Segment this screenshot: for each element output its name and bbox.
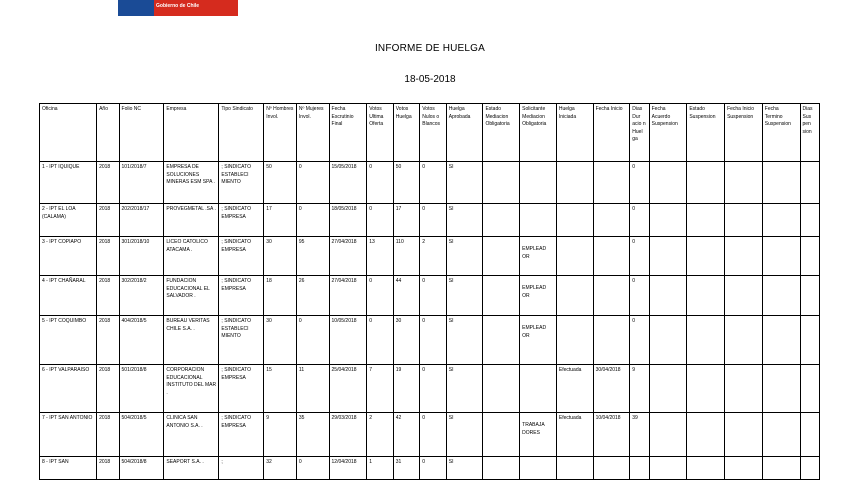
table-cell: 2018 <box>97 237 119 276</box>
table-cell: 17 <box>393 204 420 237</box>
table-cell: 18 <box>264 276 297 316</box>
table-cell: EMPLEAD OR <box>520 237 557 276</box>
table-cell: 7 - IPT SAN ANTONIO <box>40 413 97 457</box>
col-header: Dias Sus pen sion <box>800 104 820 162</box>
table-cell: 32 <box>264 457 297 480</box>
table-cell: 30 <box>264 316 297 365</box>
table-cell: 8 - IPT SAN <box>40 457 97 480</box>
table-cell: ; SINDICATO EMPRESA <box>219 276 264 316</box>
table-cell <box>725 316 763 365</box>
col-header: Estado Mediacion Obligatoria <box>483 104 520 162</box>
table-cell <box>725 204 763 237</box>
table-cell: 1 <box>367 457 394 480</box>
table-cell: SI <box>446 316 483 365</box>
table-cell <box>630 457 649 480</box>
table-cell: ; <box>219 457 264 480</box>
table-cell <box>762 237 800 276</box>
table-cell: SI <box>446 365 483 413</box>
table-cell <box>483 276 520 316</box>
table-cell: 0 <box>630 162 649 204</box>
table-cell: 0 <box>367 316 394 365</box>
table-cell: ; SINDICATO EMPRESA <box>219 413 264 457</box>
table-cell: 6 - IPT VALPARAISO <box>40 365 97 413</box>
table-cell <box>800 276 820 316</box>
table-row <box>40 365 820 413</box>
table-cell: 30 <box>393 316 420 365</box>
strike-report-table <box>39 103 820 480</box>
table-cell <box>687 237 725 276</box>
table-cell <box>483 457 520 480</box>
table-cell: 42 <box>393 413 420 457</box>
table-cell: CORPORACION EDUCACIONAL INSTITUTO DEL MAR . <box>164 365 219 413</box>
table-cell <box>800 237 820 276</box>
table-cell: 4 - IPT CHAÑARAL <box>40 276 97 316</box>
col-header: Oficina <box>40 104 97 162</box>
table-cell: ; SINDICATO ESTABLECI MIENTO <box>219 162 264 204</box>
table-cell: 0 <box>630 316 649 365</box>
table-cell <box>483 162 520 204</box>
table-cell <box>556 276 593 316</box>
table-cell <box>800 365 820 413</box>
table-cell: 0 <box>367 204 394 237</box>
table-cell: SI <box>446 237 483 276</box>
table-cell <box>762 457 800 480</box>
table-cell: 2018 <box>97 276 119 316</box>
table-cell: ; SINDICATO EMPRESA <box>219 237 264 276</box>
government-logo <box>118 0 238 16</box>
report-title: INFORME DE HUELGA <box>374 43 486 54</box>
table-cell: 26 <box>296 276 329 316</box>
table-cell: 39 <box>630 413 649 457</box>
table-cell <box>649 204 687 237</box>
table-cell <box>687 365 725 413</box>
table-cell: 0 <box>367 276 394 316</box>
table-cell <box>520 457 557 480</box>
table-cell <box>483 204 520 237</box>
table-cell <box>556 316 593 365</box>
table-cell: EMPRESA DE SOLUCIONES MINERAS ESM SPA . <box>164 162 219 204</box>
table-cell: 504/2018/5 <box>119 413 164 457</box>
table-cell: 0 <box>630 237 649 276</box>
table-cell <box>762 316 800 365</box>
table-header-row <box>40 104 820 162</box>
table-cell: 0 <box>420 457 447 480</box>
table-cell <box>725 457 763 480</box>
table-cell <box>593 276 630 316</box>
col-header: Tipo Sindicato <box>219 104 264 162</box>
table-cell: CLINICA SAN ANTONIO S.A. . <box>164 413 219 457</box>
table-cell <box>687 276 725 316</box>
table-row <box>40 237 820 276</box>
table-cell: 302/2018/2 <box>119 276 164 316</box>
table-cell <box>520 365 557 413</box>
table-cell <box>649 457 687 480</box>
table-cell: 25/04/2018 <box>329 365 367 413</box>
table-cell: 7 <box>367 365 394 413</box>
col-header: Fecha Acuerdo Suspension <box>649 104 687 162</box>
table-cell: 2018 <box>97 413 119 457</box>
table-cell: SI <box>446 457 483 480</box>
table-cell <box>762 204 800 237</box>
table-cell: 19 <box>393 365 420 413</box>
table-cell <box>800 204 820 237</box>
table-cell: EMPLEAD OR <box>520 276 557 316</box>
col-header: Dias Dur acio n Huel ga <box>630 104 649 162</box>
table-cell: 95 <box>296 237 329 276</box>
table-cell <box>725 365 763 413</box>
table-cell: 44 <box>393 276 420 316</box>
table-cell <box>800 162 820 204</box>
table-cell <box>687 316 725 365</box>
table-cell: BUREAU VERITAS CHILE S.A. . <box>164 316 219 365</box>
table-cell <box>593 457 630 480</box>
table-cell <box>556 204 593 237</box>
col-header: Votos Huelga <box>393 104 420 162</box>
table-cell: SI <box>446 204 483 237</box>
table-cell <box>483 237 520 276</box>
table-cell: PROVEGMETAL .SA . <box>164 204 219 237</box>
table-cell: 2018 <box>97 457 119 480</box>
table-cell <box>649 316 687 365</box>
table-cell: 2018 <box>97 365 119 413</box>
table-cell: 9 <box>630 365 649 413</box>
col-header: Huelga Iniciada <box>556 104 593 162</box>
table-cell: 0 <box>420 276 447 316</box>
table-cell <box>649 162 687 204</box>
table-cell: 101/2018/7 <box>119 162 164 204</box>
table-cell: 11 <box>296 365 329 413</box>
table-cell: 110 <box>393 237 420 276</box>
col-header: Huelga Aprobada <box>446 104 483 162</box>
table-cell: 30/04/2018 <box>593 365 630 413</box>
col-header: Nº Hombres Invol. <box>264 104 297 162</box>
table-row <box>40 162 820 204</box>
table-cell: 2 <box>420 237 447 276</box>
table-cell: 15/05/2018 <box>329 162 367 204</box>
table-cell: 13 <box>367 237 394 276</box>
table-cell: ; SINDICATO EMPRESA <box>219 204 264 237</box>
col-header: Fecha Inicio <box>593 104 630 162</box>
table-cell: TRABAJA DORES <box>520 413 557 457</box>
table-cell: 5 - IPT COQUIMBO <box>40 316 97 365</box>
table-cell <box>483 365 520 413</box>
col-header: Votos Nulos o Blancos <box>420 104 447 162</box>
table-cell: LICEO CATOLICO ATACAMA . <box>164 237 219 276</box>
logo-blue-block <box>118 0 154 16</box>
table-cell <box>649 365 687 413</box>
table-cell: 2018 <box>97 316 119 365</box>
table-cell <box>649 276 687 316</box>
table-cell: 202/2018/17 <box>119 204 164 237</box>
table-cell: EMPLEAD OR <box>520 316 557 365</box>
col-header: Fecha Inicio Suspension <box>725 104 763 162</box>
report-date: 18-05-2018 <box>404 74 456 85</box>
table-cell: 0 <box>296 316 329 365</box>
table-cell: 0 <box>420 365 447 413</box>
table-cell <box>520 204 557 237</box>
table-cell: 15 <box>264 365 297 413</box>
table-cell: 27/04/2018 <box>329 237 367 276</box>
table-cell: 0 <box>420 204 447 237</box>
col-header: Nº Mujeres Invol. <box>296 104 329 162</box>
table-cell <box>800 316 820 365</box>
table-cell: 504/2018/8 <box>119 457 164 480</box>
table-cell: SEAPORT S.A. . <box>164 457 219 480</box>
table-cell: 0 <box>296 204 329 237</box>
table-cell: 0 <box>420 162 447 204</box>
table-cell: 0 <box>630 204 649 237</box>
table-cell: 0 <box>367 162 394 204</box>
table-cell: 30 <box>264 237 297 276</box>
table-cell: 301/2018/10 <box>119 237 164 276</box>
table-cell <box>556 237 593 276</box>
table-row <box>40 276 820 316</box>
table-cell: 3 - IPT COPIAPO <box>40 237 97 276</box>
table-cell: 29/03/2018 <box>329 413 367 457</box>
table-cell: 17 <box>264 204 297 237</box>
table-body <box>40 162 820 480</box>
col-header: Solicitante Mediacion Obligatoria <box>520 104 557 162</box>
table-cell: 50 <box>264 162 297 204</box>
table-cell <box>725 237 763 276</box>
table-cell: 2018 <box>97 204 119 237</box>
table-cell: 2 <box>367 413 394 457</box>
logo-text: Gobierno de Chile <box>156 3 200 9</box>
table-cell: 50 <box>393 162 420 204</box>
table-cell: 12/04/2018 <box>329 457 367 480</box>
col-header: Votos Ultima Oferta <box>367 104 394 162</box>
table-cell: SI <box>446 276 483 316</box>
table-cell <box>649 237 687 276</box>
table-cell: ; SINDICATO EMPRESA <box>219 365 264 413</box>
table-cell: 31 <box>393 457 420 480</box>
table-cell <box>593 237 630 276</box>
table-cell <box>762 162 800 204</box>
table-cell: 10/05/2018 <box>329 316 367 365</box>
table-cell <box>593 204 630 237</box>
table-cell: 0 <box>296 457 329 480</box>
table-cell: 0 <box>296 162 329 204</box>
table-cell <box>593 316 630 365</box>
table-cell <box>762 276 800 316</box>
table-cell <box>725 162 763 204</box>
table-cell: 0 <box>420 413 447 457</box>
table-cell <box>762 365 800 413</box>
table-cell: SI <box>446 413 483 457</box>
table-cell <box>687 204 725 237</box>
table-row <box>40 457 820 480</box>
col-header: Folio NC <box>119 104 164 162</box>
table-row <box>40 204 820 237</box>
table-cell: Efectuada <box>556 413 593 457</box>
table-cell <box>556 162 593 204</box>
table-cell: 0 <box>420 316 447 365</box>
col-header: Empresa <box>164 104 219 162</box>
table-cell: FUNDACION EDUCACIONAL EL SALVADOR . <box>164 276 219 316</box>
table-cell: Efectuada <box>556 365 593 413</box>
col-header: Estado Suspension <box>687 104 725 162</box>
table-cell: 2 - IPT EL LOA (CALAMA) <box>40 204 97 237</box>
table-cell: 0 <box>630 276 649 316</box>
table-cell: 501/2018/8 <box>119 365 164 413</box>
table-cell: 2018 <box>97 162 119 204</box>
col-header: Año <box>97 104 119 162</box>
table-cell: 404/2018/5 <box>119 316 164 365</box>
table-row <box>40 316 820 365</box>
table-cell <box>687 457 725 480</box>
table-cell: ; SINDICATO ESTABLECI MIENTO <box>219 316 264 365</box>
col-header: Fecha Escrutinio Final <box>329 104 367 162</box>
table-cell <box>483 316 520 365</box>
table-cell: SI <box>446 162 483 204</box>
table-cell: 1 - IPT IQUIQUE <box>40 162 97 204</box>
table-cell <box>556 457 593 480</box>
table-cell: 10/04/2018 <box>593 413 630 457</box>
table-cell: 35 <box>296 413 329 457</box>
table-cell <box>520 162 557 204</box>
table-cell: 18/05/2018 <box>329 204 367 237</box>
col-header: Fecha Termino Suspension <box>762 104 800 162</box>
table-cell: 27/04/2018 <box>329 276 367 316</box>
table-cell <box>593 162 630 204</box>
table-cell <box>800 457 820 480</box>
table-cell <box>687 162 725 204</box>
table-cell <box>725 276 763 316</box>
table-cell: 9 <box>264 413 297 457</box>
